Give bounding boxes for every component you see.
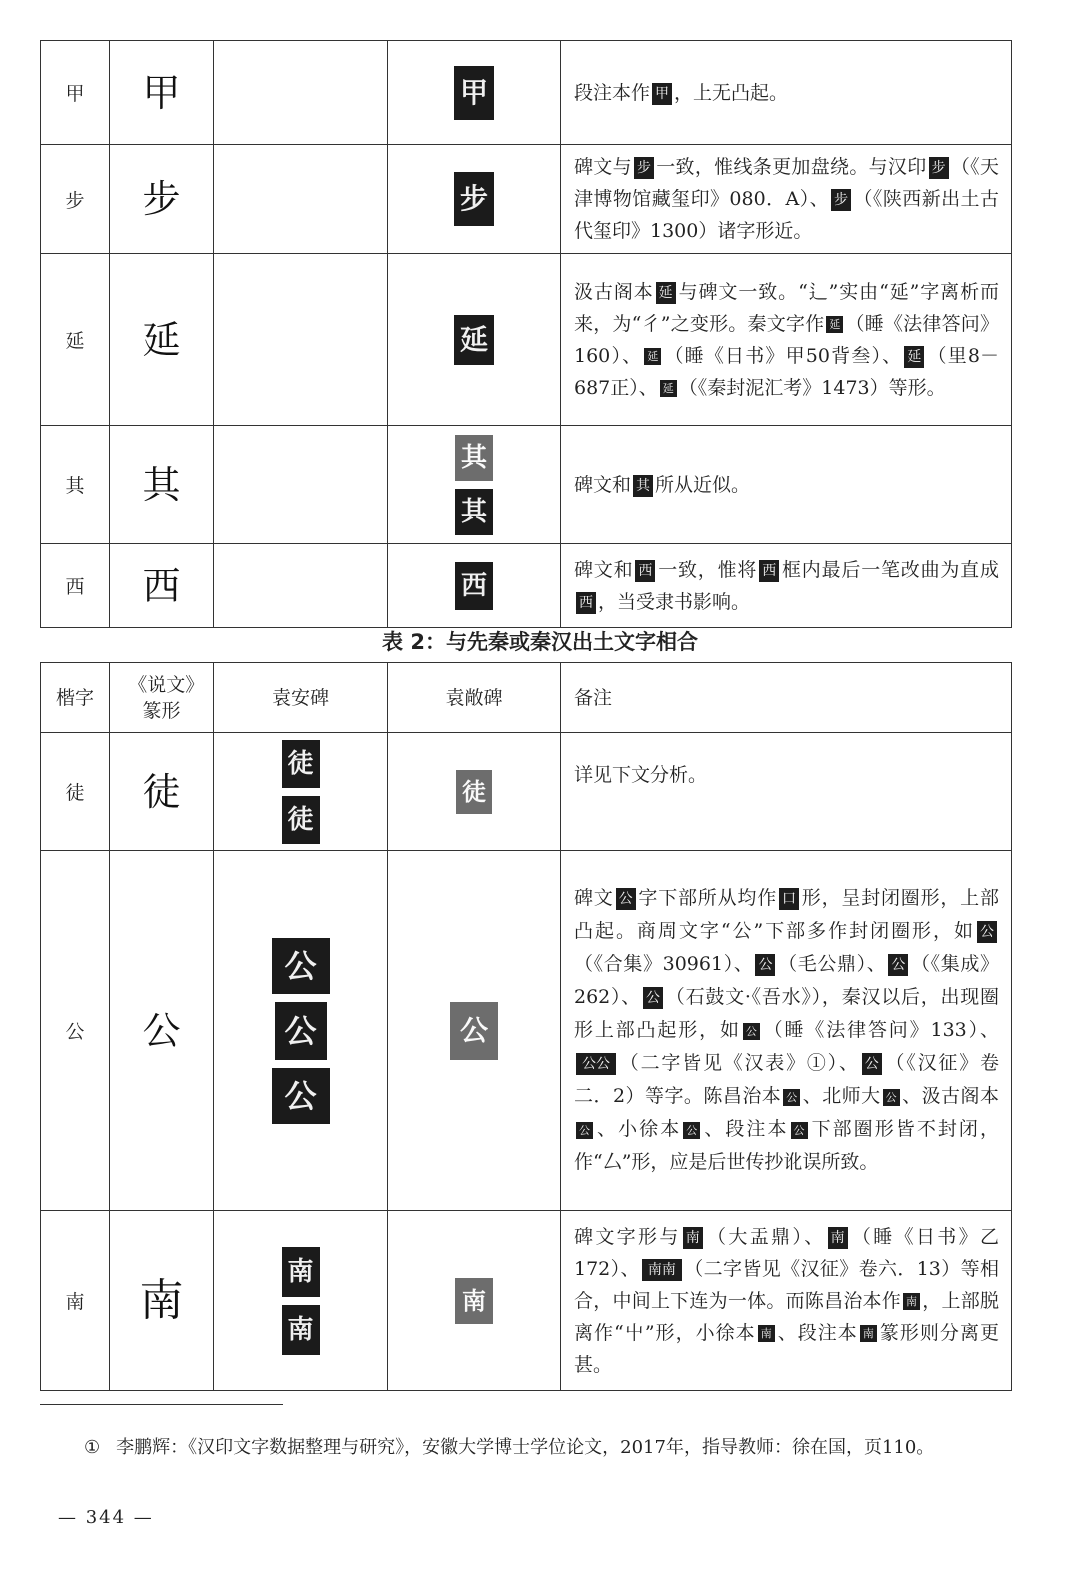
note-cell: 碑文字形与 南 （大盂鼎）、 南 （睡《日书》乙172）、 南南 （二字皆见《汉征》卷六．13）等相合，中间上下连为一体。而陈昌治本作 南 ，上部脱离作“屮”形，小徐本 南 、段注本 南 篆形则分离更甚。 [561, 1211, 1012, 1391]
rubbing-image: 徒 [282, 740, 320, 788]
glyph-image: 公 [576, 1122, 593, 1139]
seal-script-glyph: 西 [142, 563, 181, 608]
note-cell: 碑文 公 字下部所从均作 口 形，呈封闭圈形，上部凸起。商周文字“公”下部多作封闭圈形，如 公（《合集》30961）、 公 （毛公鼎）、 公 （《集成》262）、 公 （石鼓文·《吾水》），秦汉以后，出现圈形上部凸起形，如 公 （睡《法律答问》133）、公公 （二字皆见《汉表》①）、 公 （《汉征》卷二．2）等字。陈昌治本 公 、北师大 公 、汲古阁本公 、小徐本 公 、段注本 公 下部圈形皆不封闭，作“厶”形，应是后世传抄讹误所致。 [561, 851, 1012, 1211]
footnote-mark: ① [84, 1437, 101, 1458]
rubbing-image: 公 [272, 1068, 330, 1124]
glyph-image: 南 [860, 1325, 877, 1342]
glyph-image: 口 [779, 888, 799, 910]
table-row [41, 426, 1012, 544]
glyph-image: 延 [660, 380, 677, 397]
seal-script-glyph: 步 [142, 177, 181, 221]
table-row [41, 145, 1012, 254]
glyph-image: 南 [683, 1227, 703, 1249]
rubbing-image: 南 [455, 1278, 493, 1324]
seal-script-glyph: 公 [142, 1008, 181, 1053]
glyph-image: 甲 [652, 83, 672, 105]
glyph-image: 步 [831, 189, 851, 211]
header-yuan-an: 袁安碑 [214, 663, 388, 733]
kaishu-cell: 公 [41, 851, 110, 1211]
rubbing-image: 南 [282, 1247, 320, 1297]
glyph-image: 公 [977, 921, 997, 943]
table-row [41, 254, 1012, 426]
kaishu-cell: 西 [41, 544, 110, 628]
table-row [41, 544, 1012, 628]
rubbing-image: 公 [272, 938, 330, 994]
glyph-image: 南 [903, 1293, 920, 1310]
glyph-image: 公 [616, 888, 636, 910]
rubbing-image: 其 [455, 489, 493, 535]
glyph-image: 公 [683, 1122, 700, 1139]
note-cell: 碑文与 步 一致，惟线条更加盘绕。与汉印 步 （《天津博物馆藏玺印》080．A）、 步 （《陕西新出土古代玺印》1300）诸字形近。 [561, 145, 1012, 254]
rubbing-image: 公 [275, 1002, 327, 1060]
seal-script-glyph: 甲 [142, 70, 181, 115]
glyph-image: 公公 [576, 1053, 616, 1075]
rubbing-image: 西 [455, 562, 493, 610]
table-row [41, 851, 1012, 1211]
header-yuan-chang: 袁敞碑 [388, 663, 561, 733]
kaishu-cell: 其 [41, 426, 110, 544]
header-kaishu: 楷字 [41, 663, 110, 733]
yuan-an-stele-cell [214, 41, 388, 145]
kaishu-cell: 延 [41, 254, 110, 426]
note-cell: 碑文和 西 一致，惟将 西 框内最后一笔改曲为直成西 ，当受隶书影响。 [561, 544, 1012, 628]
glyph-image: 公 [755, 954, 775, 976]
rubbing-image: 公 [450, 1002, 498, 1060]
seal-script-glyph: 徒 [142, 769, 181, 814]
kaishu-cell: 徒 [41, 733, 110, 851]
rubbing-image: 徒 [456, 770, 492, 814]
table-2 [40, 662, 1012, 1391]
kaishu-cell: 甲 [41, 41, 110, 145]
table-1 [40, 40, 1012, 628]
glyph-image: 西 [576, 592, 596, 614]
glyph-image: 公 [862, 1053, 882, 1075]
glyph-image: 延 [656, 282, 676, 304]
glyph-image: 西 [759, 560, 779, 582]
note-cell: 段注本作 甲 ，上无凸起。 [561, 41, 1012, 145]
note-cell: 汲古阁本 延 与碑文一致。“⻍”实由“延”字离析而来，为“彳”之变形。秦文字作 延 （睡《法律答问》160）、 延 （睡《日书》甲50背叁）、 延 （里8－687正）、 延 （《秦封泥汇考》1473）等形。 [561, 254, 1012, 426]
table-header-row [41, 663, 1012, 733]
yuan-an-stele-cell [214, 254, 388, 426]
table-row [41, 1211, 1012, 1391]
seal-script-glyph: 其 [142, 462, 181, 507]
glyph-image: 延 [644, 348, 661, 365]
glyph-image: 延 [904, 346, 924, 368]
kaishu-cell: 步 [41, 145, 110, 254]
rubbing-image: 徒 [282, 796, 320, 844]
yuan-an-stele-cell [214, 544, 388, 628]
glyph-image: 公 [743, 1023, 760, 1040]
note-cell: 碑文和 其 所从近似。 [561, 426, 1012, 544]
seal-script-glyph: 延 [142, 317, 181, 362]
table-row [41, 41, 1012, 145]
glyph-image: 南 [758, 1325, 775, 1342]
rubbing-image: 甲 [454, 66, 494, 120]
page-number: — 344 — [58, 1507, 154, 1528]
rubbing-image: 延 [454, 315, 494, 365]
glyph-image: 公 [888, 954, 908, 976]
yuan-an-stele-cell [214, 145, 388, 254]
footnote-text: 李鹏辉：《汉印文字数据整理与研究》，安徽大学博士学位论文，2017年，指导教师：徐在国，页110。 [116, 1437, 935, 1458]
rubbing-image: 步 [454, 172, 494, 226]
seal-script-glyph: 南 [139, 1274, 184, 1326]
glyph-image: 南 [828, 1227, 848, 1249]
table-row [41, 733, 1012, 851]
footnote-divider [40, 1404, 283, 1405]
table-2-caption: 表 2：与先秦或秦汉出土文字相合 [382, 630, 698, 654]
rubbing-image: 其 [455, 435, 493, 481]
rubbing-image: 南 [282, 1305, 320, 1355]
glyph-image: 延 [826, 316, 843, 333]
glyph-image: 西 [635, 560, 655, 582]
glyph-image: 公 [883, 1089, 900, 1106]
glyph-image: 公 [643, 987, 663, 1009]
glyph-image: 南南 [642, 1259, 682, 1281]
note-cell: 详见下文分析。 [561, 733, 1012, 851]
glyph-image: 公 [783, 1089, 800, 1106]
kaishu-cell: 南 [41, 1211, 110, 1391]
footnote [40, 1431, 1011, 1465]
yuan-an-stele-cell [214, 426, 388, 544]
glyph-image: 其 [633, 475, 653, 497]
header-shuowen: 《说文》篆形 [110, 663, 214, 733]
glyph-image: 步 [634, 157, 654, 179]
glyph-image: 步 [929, 157, 949, 179]
header-note: 备注 [561, 663, 1012, 733]
glyph-image: 公 [791, 1122, 808, 1139]
